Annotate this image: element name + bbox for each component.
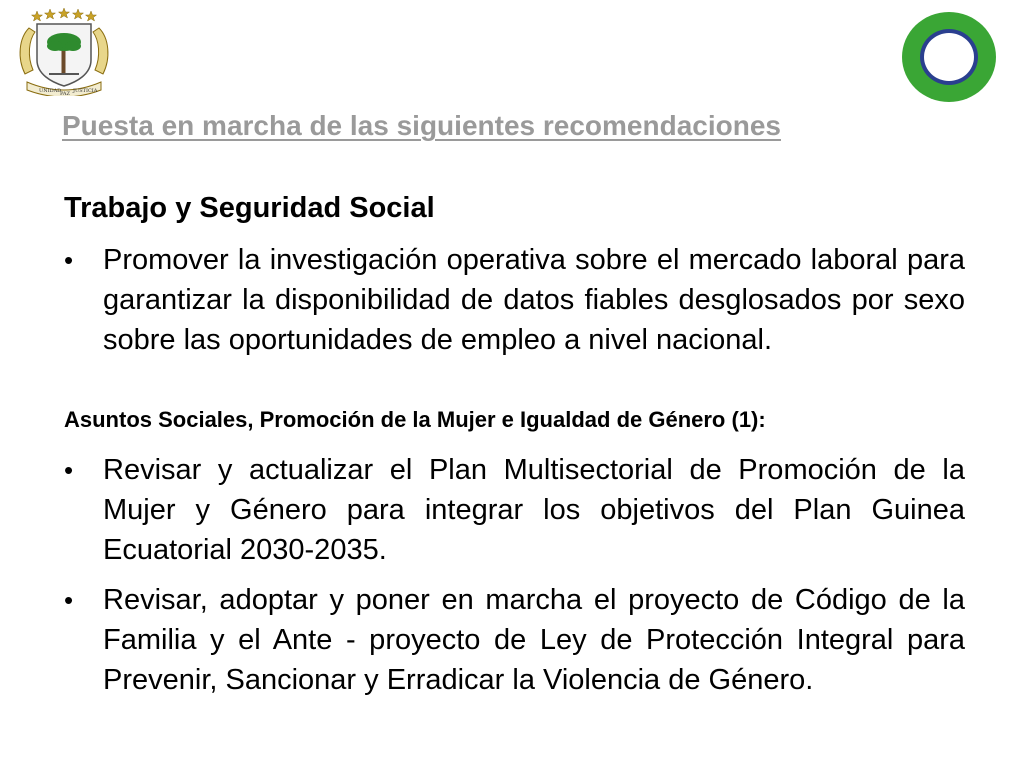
bullet-dot: • xyxy=(64,585,74,615)
bullet-item xyxy=(64,240,965,360)
motto-word: JUSTICIA xyxy=(73,88,98,94)
bullet-text: Promover la investigación operativa sobre el mercado laboral para garantizar la disponibilidad de datos fiables desglosados por sexo sobre las oportunidades de empleo a nivel nacional. xyxy=(103,244,965,356)
motto-word: PAZ xyxy=(60,91,70,96)
motto-word: UNIDAD xyxy=(39,88,62,94)
bullet-dot: • xyxy=(64,455,74,485)
section-heading-social-affairs: Asuntos Sociales, Promoción de la Mujer e Igualdad de Género (1): xyxy=(64,407,766,432)
bullet-dot: • xyxy=(64,245,74,275)
bullet-item xyxy=(64,580,965,700)
section-heading-labor: Trabajo y Seguridad Social xyxy=(64,192,435,224)
bullet-text: Revisar y actualizar el Plan Multisectorial de Promoción de la Mujer y Género para integrar los objetivos del Plan Guinea Ecuatorial 2030-2035. xyxy=(103,454,965,566)
slide-title: Puesta en marcha de las siguientes recomendaciones xyxy=(62,110,781,141)
coat-of-arms-icon xyxy=(15,8,113,96)
bullet-item xyxy=(64,450,965,570)
ring-logo-icon xyxy=(900,10,998,104)
bullet-text: Revisar, adoptar y poner en marcha el proyecto de Código de la Familia y el Ante - proyecto de Ley de Protección Integral para Prevenir, Sancionar y Erradicar la Violencia de Género. xyxy=(103,584,965,696)
